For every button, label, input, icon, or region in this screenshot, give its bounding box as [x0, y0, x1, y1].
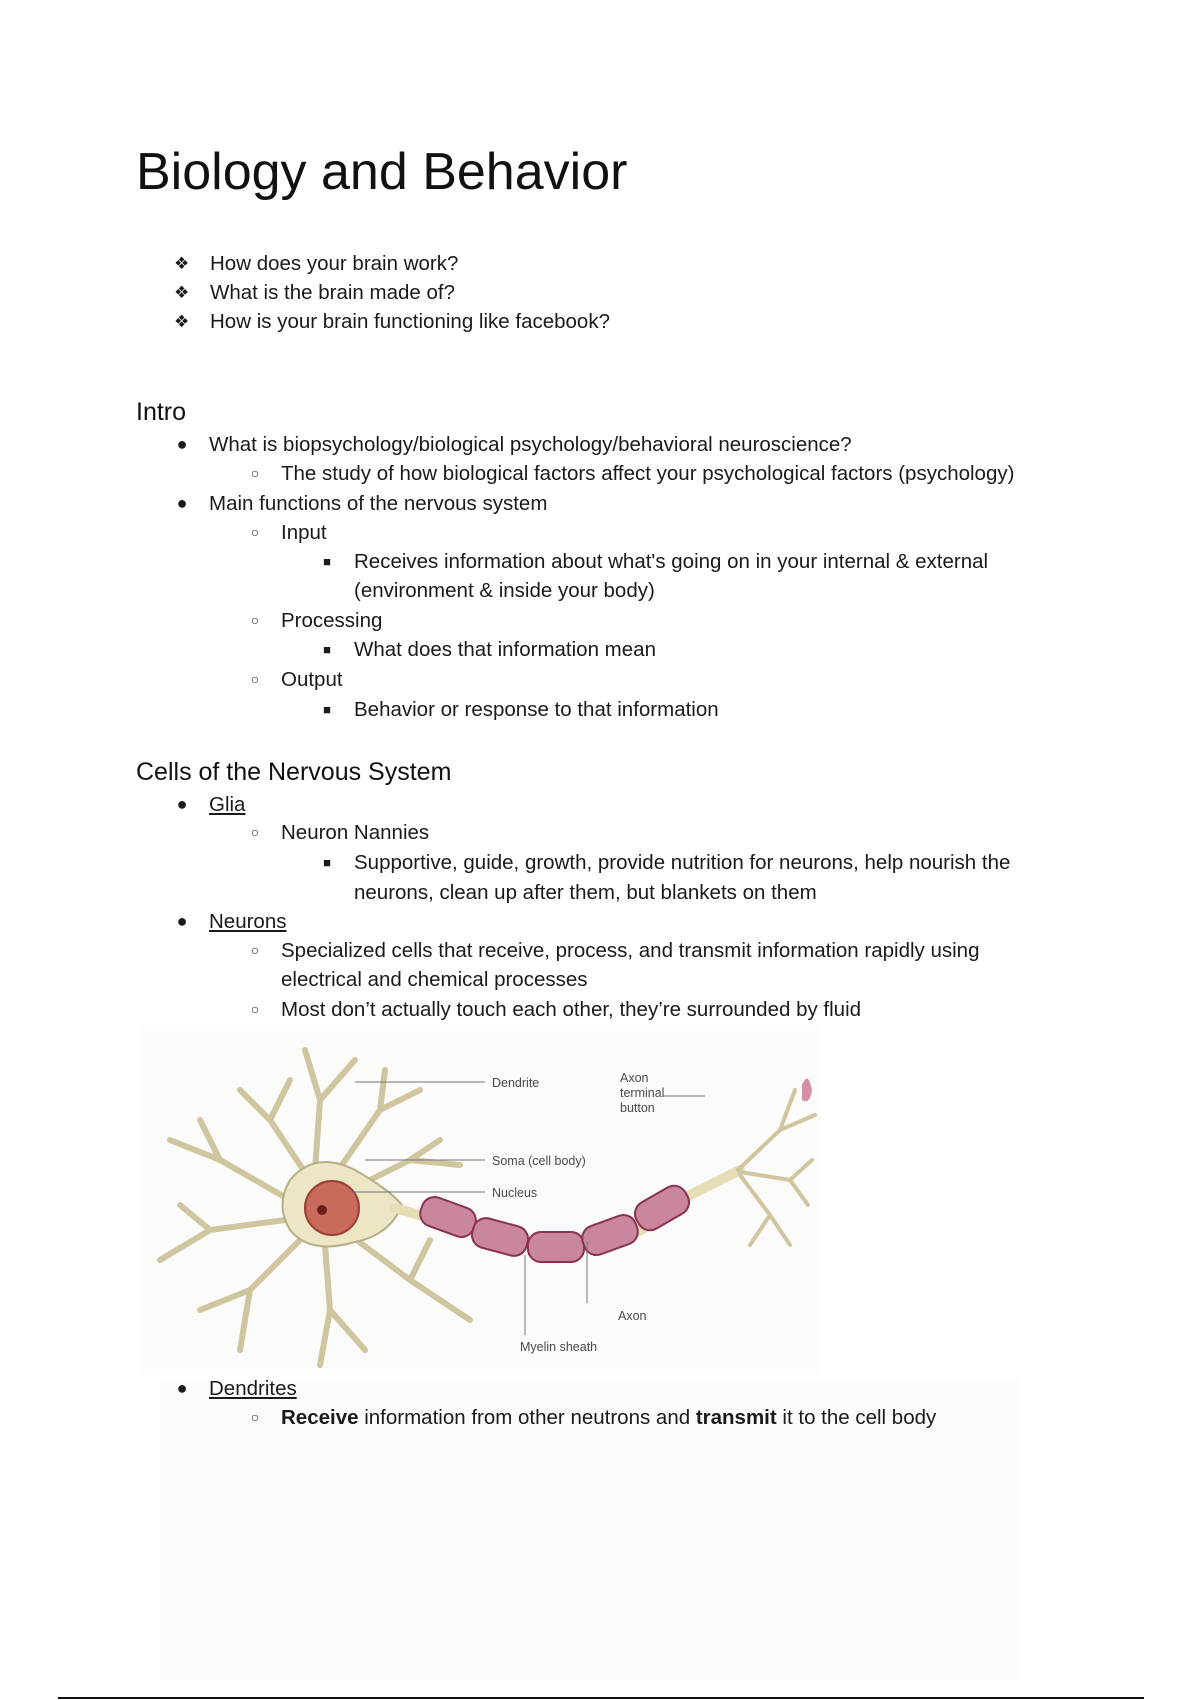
guiding-questions [174, 249, 610, 336]
list-item: ■ Behavior or response to that information [354, 695, 719, 724]
page-title: Biology and Behavior [136, 143, 628, 201]
diamond-bullet-icon: ❖ [174, 283, 190, 302]
list-item-continuation: (environment & inside your body) [354, 579, 655, 602]
circle-bullet-icon: ○ [250, 612, 260, 628]
list-item [176, 1374, 297, 1403]
circle-bullet-icon: ○ [250, 1409, 260, 1425]
label-axon-terminal: terminal [620, 1086, 665, 1100]
label-axon-terminal: Axon [620, 1071, 649, 1085]
cells-heading: Cells of the Nervous System [136, 758, 452, 786]
label-dendrite: Dendrite [492, 1076, 540, 1090]
question-item: ❖ How does your brain work? [174, 249, 610, 278]
dendrites-term: Dendrites [209, 1377, 297, 1400]
list-item [176, 790, 246, 819]
list-item: ○ Most don’t actually touch each other, they’re surrounded by fluid [281, 995, 861, 1024]
axon-terminal-shape [738, 1090, 815, 1245]
circle-bullet-icon: ○ [250, 524, 260, 540]
bullet-icon: ● [176, 911, 188, 931]
list-item: ■ Supportive, guide, growth, provide nutrition for neurons, help nourish the [354, 848, 1010, 877]
glia-term: Glia [209, 793, 246, 816]
list-item: ○ Specialized cells that receive, process, and transmit information rapidly using [281, 936, 979, 965]
nucleus-shape [305, 1181, 359, 1235]
label-nucleus: Nucleus [492, 1186, 538, 1200]
bullet-icon: ● [176, 493, 188, 513]
neuron-diagram [140, 1030, 820, 1370]
label-myelin-sheath: Myelin sheath [520, 1340, 598, 1354]
circle-bullet-icon: ○ [250, 824, 260, 840]
intro-heading: Intro [136, 398, 187, 426]
square-bullet-icon: ■ [323, 642, 331, 657]
square-bullet-icon: ■ [323, 702, 331, 717]
myelin-segments [417, 1181, 694, 1262]
list-item: ○ Output [281, 665, 343, 694]
question-item: ❖ What is the brain made of? [174, 278, 610, 307]
bullet-icon: ● [176, 1378, 188, 1398]
square-bullet-icon: ■ [323, 855, 331, 870]
bullet-icon: ● [176, 434, 188, 454]
list-item: ○ Receive information from other neutrons and transmit it to the cell body [281, 1403, 936, 1432]
circle-bullet-icon: ○ [250, 942, 260, 958]
bottom-rule [58, 1697, 1144, 1699]
list-item: ○ Input [281, 518, 327, 547]
list-item [176, 907, 287, 936]
label-axon-terminal: button [620, 1101, 655, 1115]
square-bullet-icon: ■ [323, 554, 331, 569]
list-item: ○ Processing [281, 606, 382, 635]
list-item: ● Main functions of the nervous system [209, 489, 547, 518]
circle-bullet-icon: ○ [250, 1001, 260, 1017]
label-soma: Soma (cell body) [492, 1154, 586, 1168]
list-item-continuation: electrical and chemical processes [281, 968, 588, 991]
diamond-bullet-icon: ❖ [174, 312, 190, 331]
label-axon: Axon [618, 1309, 647, 1323]
list-item: ■ Receives information about what's going on in your internal & external [354, 547, 988, 576]
circle-bullet-icon: ○ [250, 465, 260, 481]
list-item: ● What is biopsychology/biological psychology/behavioral neuroscience? [209, 430, 852, 459]
list-item: ○ Neuron Nannies [281, 818, 429, 847]
neuron-illustration [140, 1030, 820, 1370]
list-item: ○ The study of how biological factors affect your psychological factors (psychology) [281, 459, 1014, 488]
circle-bullet-icon: ○ [250, 671, 260, 687]
diamond-bullet-icon: ❖ [174, 254, 190, 273]
list-item-continuation: neurons, clean up after them, but blankets on them [354, 881, 817, 904]
bullet-icon: ● [176, 794, 188, 814]
question-item: ❖ How is your brain functioning like facebook? [174, 307, 610, 336]
neurons-term: Neurons [209, 910, 287, 933]
list-item: ■ What does that information mean [354, 635, 656, 664]
